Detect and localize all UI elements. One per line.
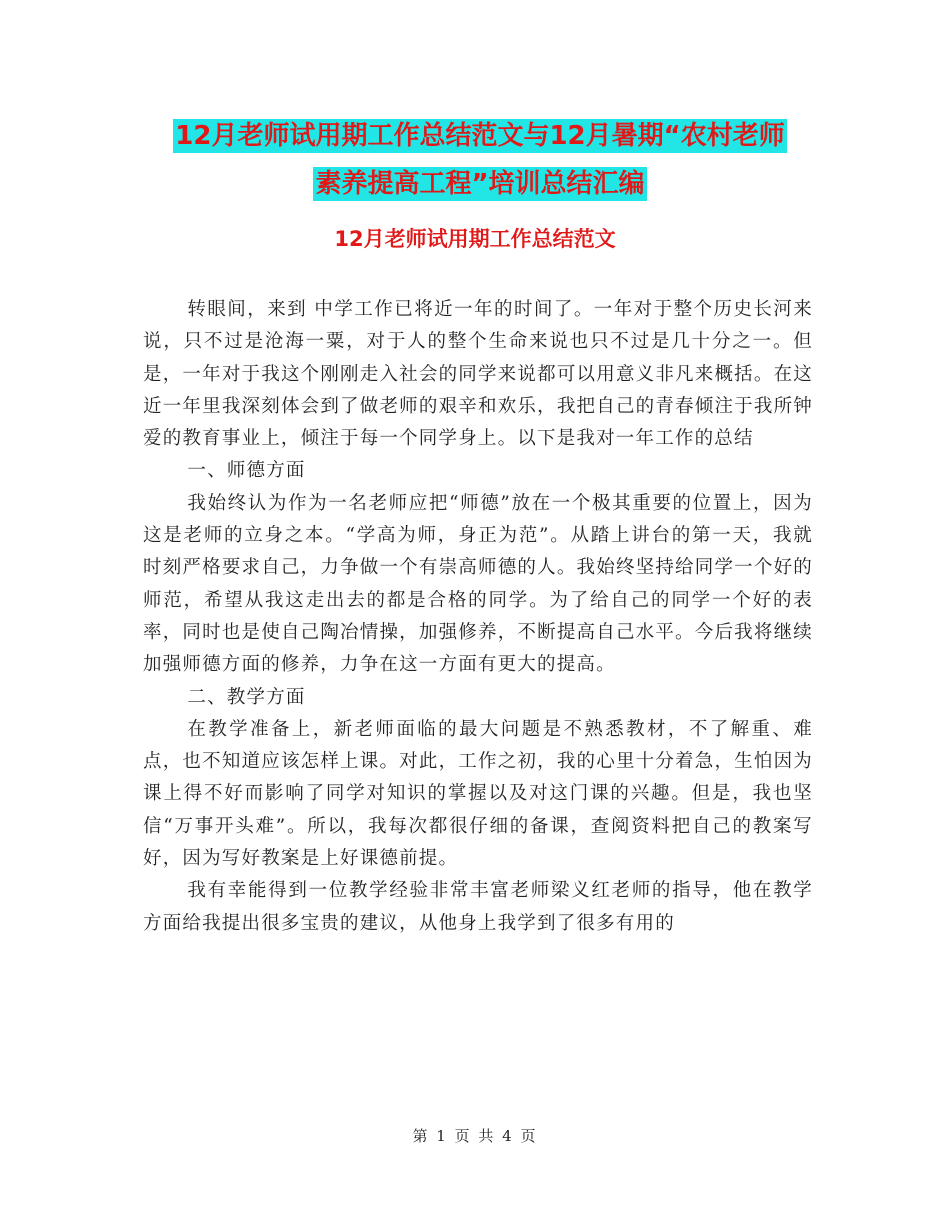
section-title: 12月老师试用期工作总结范文 bbox=[334, 227, 616, 251]
section-heading-teaching: 二、教学方面 bbox=[187, 686, 306, 708]
document-title bbox=[140, 112, 820, 208]
body-paragraph: 我始终认为作为一名老师应把“师德”放在一个极其重要的位置上，因为这是老师的立身之本。“学高为师，身正为范”。从踏上讲台的第一天，我就时刻严格要求自己，力争做一个有崇高师德的人。我始终坚持给同学一个好的师范，希望从我这走出去的都是合格的同学。为了给自己的同学一个好的表率，同时也是使自己陶冶情操，加强修养，不断提高自己水平。今后我将继续加强师德方面的修养，力争在这一方面有更大的提高。 bbox=[143, 492, 813, 676]
body-paragraph: 转眼间，来到 中学工作已将近一年的时间了。一年对于整个历史长河来说，只不过是沧海一粟，对于人的整个生命来说也只不过是几十分之一。但是，一年对于我这个刚刚走入社会的同学来说都可以用意义非凡来概括。在这近一年里我深刻体会到了做老师的艰辛和欢乐，我把自己的青春倾注于我所钟爱的教育事业上，倾注于每一个同学身上。以下是我对一年工作的总结 bbox=[143, 299, 813, 450]
document-title-line-1: 12月老师试用期工作总结范文与12月暑期“农村老师 bbox=[175, 121, 785, 151]
section-heading-ethics: 一、师德方面 bbox=[187, 460, 306, 482]
body-paragraph: 我有幸能得到一位教学经验非常丰富老师梁义红老师的指导，他在教学方面给我提出很多宝贵的建议，从他身上我学到了很多有用的 bbox=[143, 880, 813, 934]
page-number-footer: 第 1 页 共 4 页 bbox=[412, 1127, 538, 1145]
document-title-line-2: 素养提高工程”培训总结汇编 bbox=[315, 169, 645, 199]
document-body bbox=[143, 294, 813, 940]
body-paragraph: 在教学准备上，新老师面临的最大问题是不熟悉教材，不了解重、难点，也不知道应该怎样上课。对此，工作之初，我的心里十分着急，生怕因为课上得不好而影响了同学对知识的掌握以及对这门课的兴趣。但是，我也坚信“万事开头难”。所以，我每次都很仔细的备课，查阅资料把自己的教案写好，因为写好教案是上好课德前提。 bbox=[143, 718, 813, 870]
